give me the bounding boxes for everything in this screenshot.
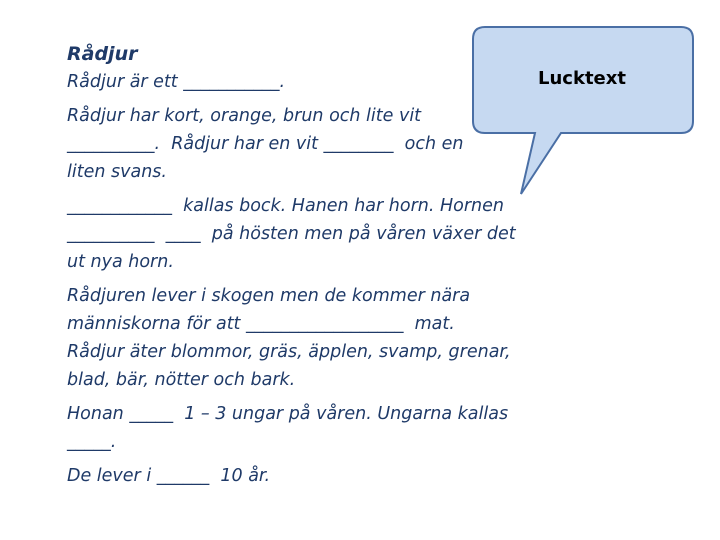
paragraph-horns (67, 192, 567, 276)
text-line: blad, bär, nötter och bark. (67, 370, 296, 390)
text-line: _____. (67, 432, 117, 452)
text-line: Rådjuren lever i skogen men de kommer nära (67, 286, 471, 306)
text-line: människorna för att __________________ mat. (67, 314, 455, 334)
text-line: Rådjur äter blommor, gräs, äpplen, svamp, grenar, (67, 342, 511, 362)
callout-label: Lucktext (538, 68, 626, 89)
paragraph-habitat (67, 282, 567, 394)
paragraph-offspring (67, 400, 567, 456)
text-line: __________ ____ på hösten men på våren växer det (67, 224, 516, 244)
text-line: Rådjur har kort, orange, brun och lite vit (67, 106, 422, 126)
text-line: Honan _____ 1 – 3 ungar på våren. Ungarna kallas (67, 404, 509, 424)
text-line: De lever i ______ 10 år. (67, 466, 271, 486)
text-line: __________. Rådjur har en vit ________ och en (67, 134, 464, 154)
text-line: Rådjur är ett ___________. (67, 72, 286, 92)
text-line: ut nya horn. (67, 252, 174, 272)
worksheet-title: Rådjur (67, 43, 138, 65)
paragraph-lifespan (67, 462, 567, 490)
text-line: liten svans. (67, 162, 167, 182)
speech-bubble-shape (471, 26, 720, 201)
text-line: ____________ kallas bock. Hanen har horn. Hornen (67, 196, 504, 216)
speech-bubble-callout (471, 26, 720, 201)
